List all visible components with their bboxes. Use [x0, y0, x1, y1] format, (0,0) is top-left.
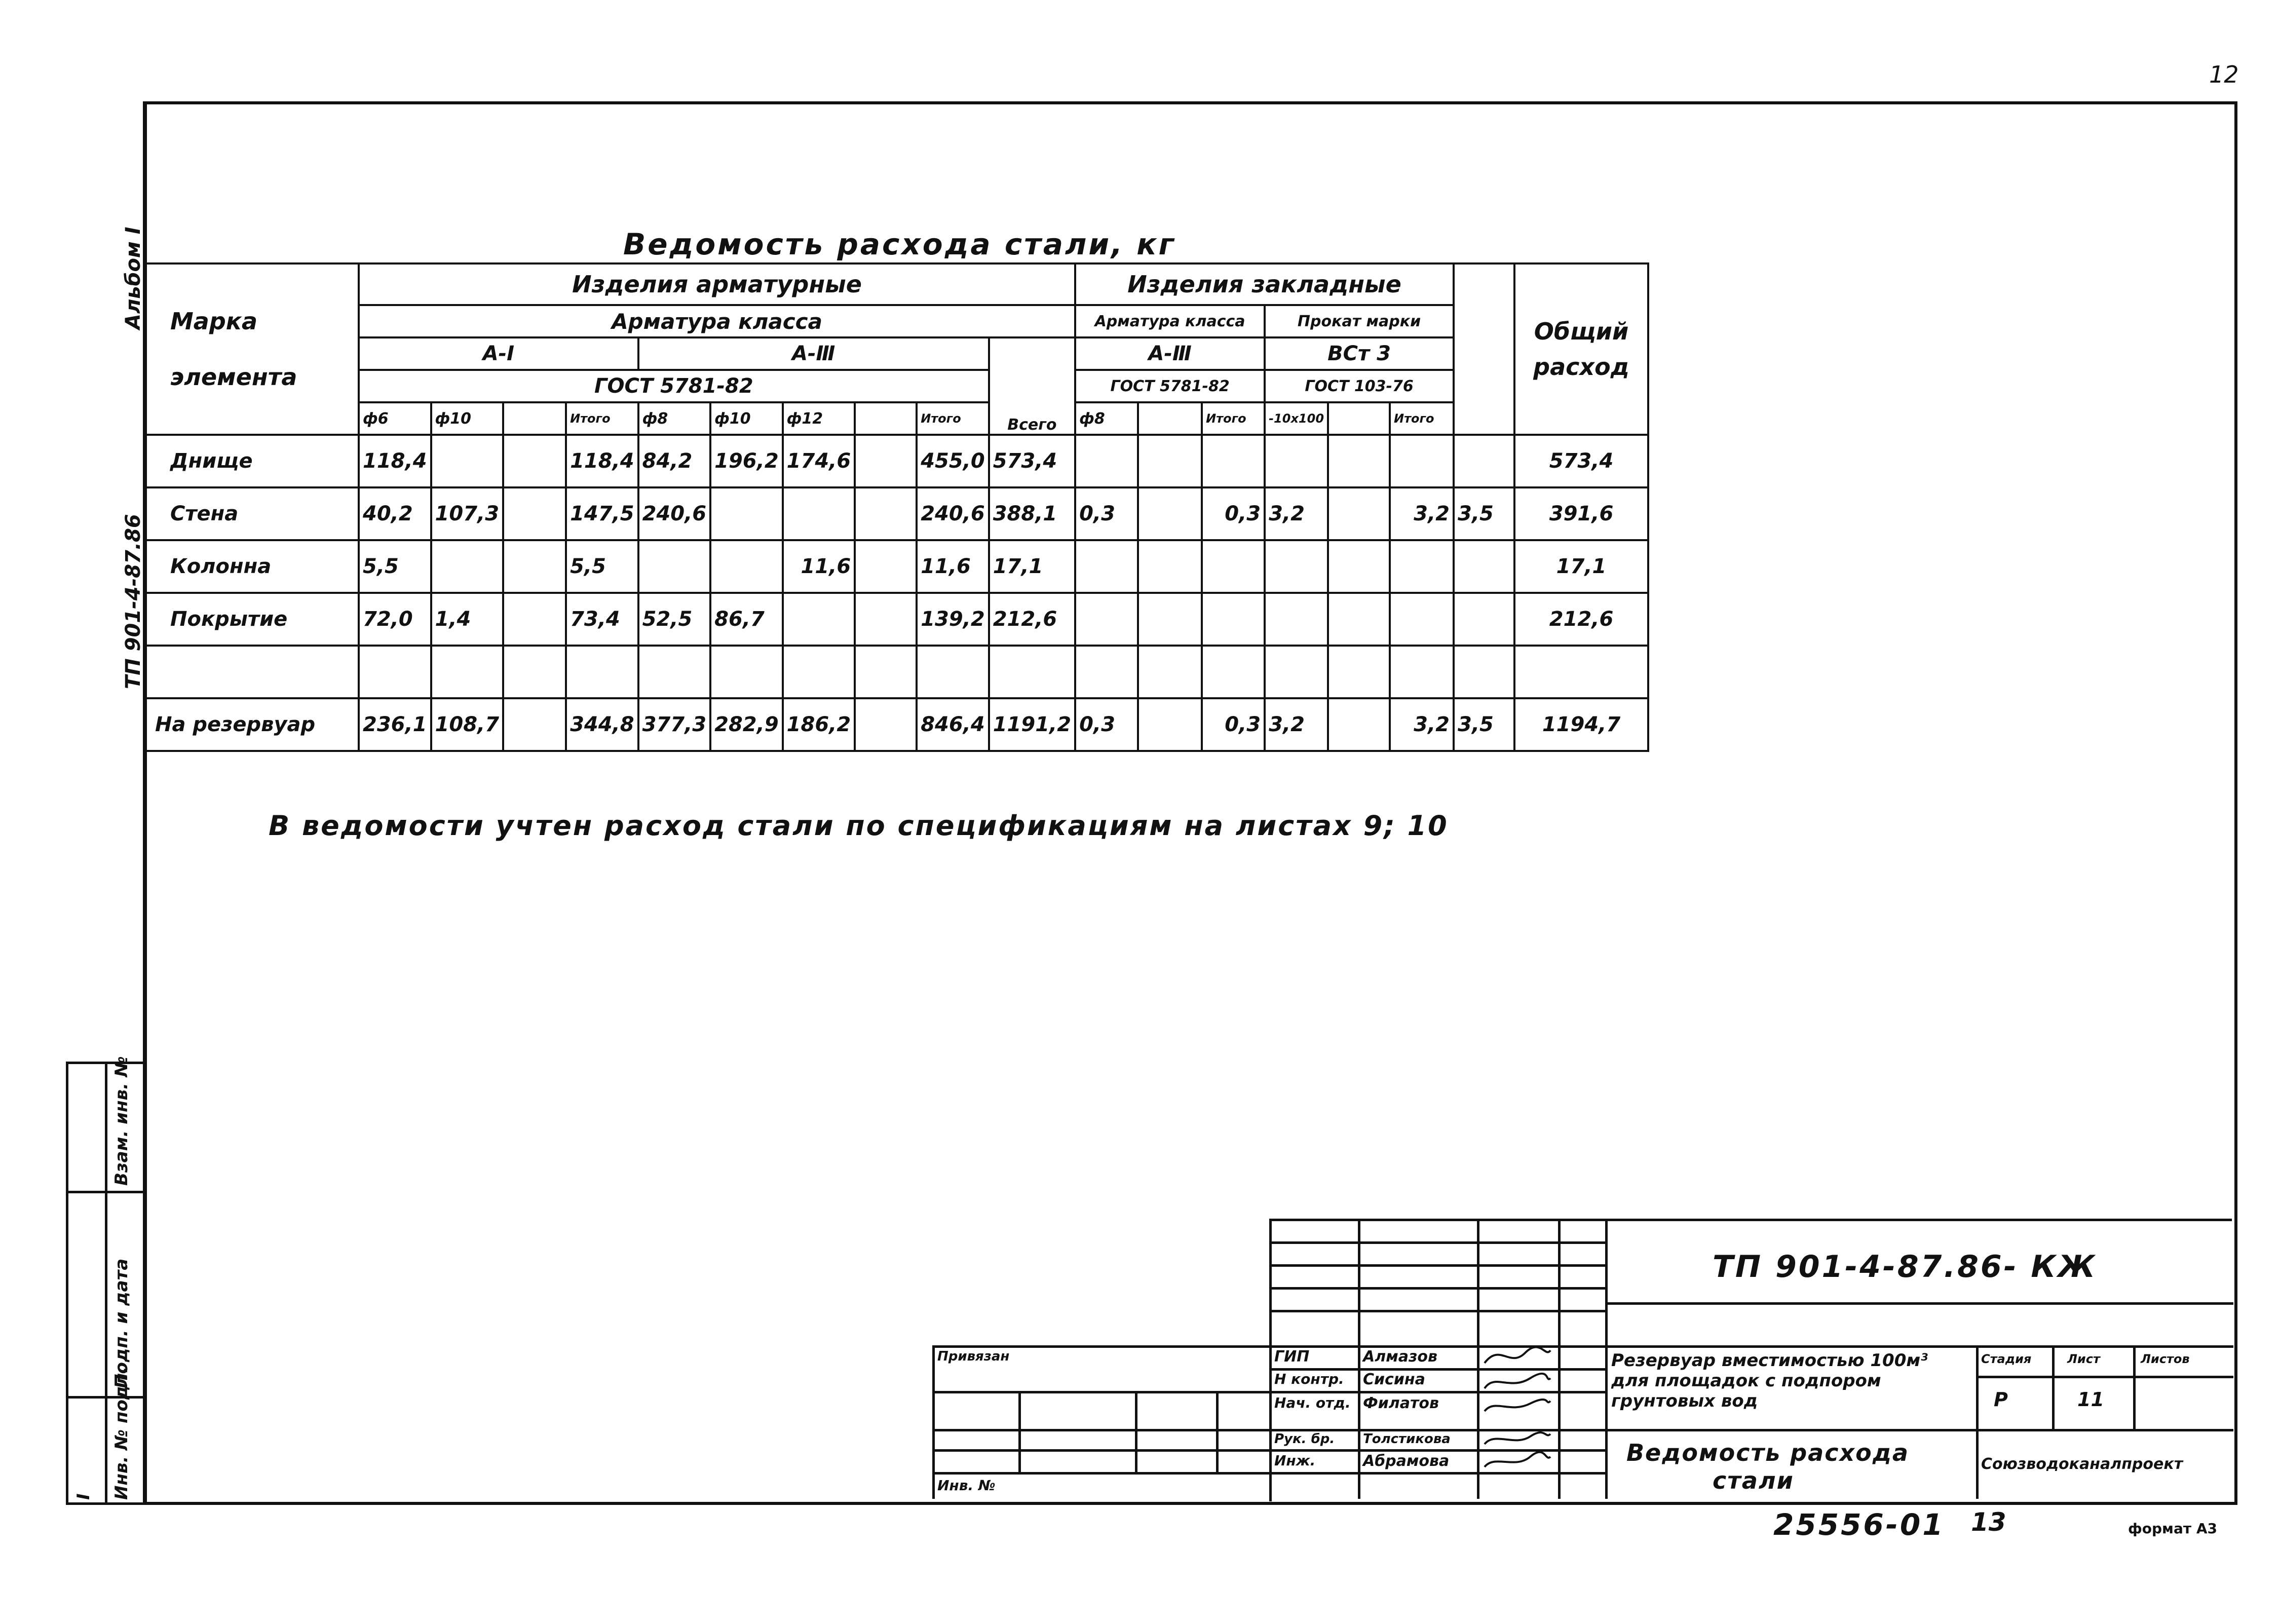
role-inzh: Инж. [1274, 1452, 1316, 1469]
sheet-title-2: стали [1713, 1467, 1794, 1494]
sheet-title-1: Ведомость расхода [1626, 1439, 1909, 1466]
cell: 196,2 [710, 435, 783, 487]
cell: 5,5 [566, 540, 638, 593]
name-nkontr: Сисина [1363, 1371, 1425, 1388]
cell: 236,1 [359, 698, 431, 751]
tb-line [1976, 1376, 2233, 1378]
row-name [144, 646, 359, 698]
format-label: формат А3 [2128, 1520, 2217, 1537]
header-reinforcement-products: Изделия арматурные [359, 263, 1075, 305]
cell [710, 646, 783, 698]
name-gip: Алмазов [1363, 1348, 1437, 1366]
tb-line [1135, 1391, 1137, 1472]
strip-cell [68, 1193, 144, 1399]
tb-line [932, 1345, 935, 1499]
object-desc-2: для площадок с подпором [1611, 1371, 1881, 1391]
tb-line [1605, 1302, 2233, 1305]
tb-line [1269, 1241, 1605, 1244]
strip-cell [68, 1064, 144, 1193]
header-general: Общий расход [1514, 263, 1648, 435]
tb-line [1605, 1345, 2233, 1348]
table-row [144, 646, 1648, 698]
cell: 86,7 [710, 593, 783, 646]
cell: 240,6 [638, 487, 711, 540]
cell [783, 487, 855, 540]
cell [1265, 540, 1328, 593]
row-name: Покрытие [144, 593, 359, 646]
cell [710, 487, 783, 540]
role-ruk: Рук. бр. [1274, 1431, 1335, 1447]
strip-label-replace: Взам. инв. № [111, 1056, 132, 1186]
cell [783, 646, 855, 698]
cell: 344,8 [566, 698, 638, 751]
cell: 0,3 [1202, 698, 1265, 751]
archive-number: 25556-01 [1773, 1507, 1945, 1542]
header-reinforcement-class: Арматура класса [359, 305, 1075, 337]
cell [1454, 593, 1514, 646]
header-emb-reinforcement-class: Арматура класса [1075, 305, 1265, 337]
row-name: Колонна [144, 540, 359, 593]
name-ruk: Толстикова [1363, 1431, 1451, 1447]
stage-value: Р [1994, 1388, 2008, 1411]
tb-line [1558, 1219, 1561, 1499]
cell [1138, 435, 1202, 487]
cell: 174,6 [783, 435, 855, 487]
header-d8: ф8 [638, 402, 711, 435]
left-approval-strip [66, 1056, 144, 1505]
header-d10b: ф10 [710, 402, 783, 435]
name-nach: Филатов [1363, 1394, 1439, 1412]
cell [1138, 540, 1202, 593]
header-mark-element: Марка элемента [144, 263, 359, 435]
header-embedded-products: Изделия закладные [1075, 263, 1454, 305]
header-itogo: Итого [566, 402, 638, 435]
cell [1138, 646, 1202, 698]
header-d6: ф6 [359, 402, 431, 435]
cell: 3,2 [1265, 698, 1328, 751]
cell: 73,4 [566, 593, 638, 646]
cell: 455,0 [917, 435, 989, 487]
table-row-total [144, 698, 1648, 751]
cell: 3,5 [1454, 698, 1514, 751]
archive-sheet: 13 [1971, 1507, 2006, 1537]
table-row [144, 487, 1648, 540]
cell [566, 646, 638, 698]
role-nkontr: Н контр. [1274, 1371, 1344, 1387]
page-number: 12 [2209, 61, 2239, 88]
table-row [144, 540, 1648, 593]
album-label: Альбом I [122, 226, 145, 329]
cell: 118,4 [566, 435, 638, 487]
cell [855, 698, 917, 751]
cell: 3,5 [1454, 487, 1514, 540]
header-rolled-grade: Прокат марки [1265, 305, 1454, 337]
header-vst3: ВСт 3 [1265, 337, 1454, 370]
header-d12: ф12 [783, 402, 855, 435]
tb-line [1216, 1391, 1219, 1472]
cell: 0,3 [1075, 487, 1138, 540]
sheet-label: Лист [2067, 1352, 2100, 1366]
cell: 212,6 [1514, 593, 1648, 646]
cell [855, 593, 917, 646]
cell: 3,2 [1265, 487, 1328, 540]
cell [1138, 487, 1202, 540]
header-gost-5781: ГОСТ 5781-82 [359, 370, 989, 402]
cell: 17,1 [1514, 540, 1648, 593]
cell [1138, 698, 1202, 751]
header-embedded-blank [1454, 263, 1514, 435]
name-inzh: Абрамова [1363, 1452, 1450, 1470]
header-strip: -10x100 [1265, 402, 1328, 435]
cell [503, 540, 566, 593]
cell [431, 646, 504, 698]
header-empty-2 [855, 402, 917, 435]
header-emb-itogo2: Итого [1390, 402, 1454, 435]
cell: 1194,7 [1514, 698, 1648, 751]
cell: 391,6 [1514, 487, 1648, 540]
header-emb-itogo: Итого [1202, 402, 1265, 435]
cell [1075, 540, 1138, 593]
cell [855, 435, 917, 487]
cell [503, 487, 566, 540]
role-gip: ГИП [1274, 1348, 1310, 1366]
tb-line [2052, 1345, 2055, 1429]
cell: 11,6 [783, 540, 855, 593]
table-row [144, 593, 1648, 646]
header-class-a3: А-Ⅲ [638, 337, 989, 370]
cell: 846,4 [917, 698, 989, 751]
cell [1328, 698, 1390, 751]
tb-line [1269, 1264, 1605, 1267]
header-emb-d8: ф8 [1075, 402, 1138, 435]
cell [1454, 435, 1514, 487]
object-desc-1: Резервуар вместимостью 100м³ [1611, 1350, 1928, 1371]
strip-label-inv: Инв. № подл. [111, 1366, 132, 1500]
cell: 573,4 [989, 435, 1075, 487]
cell: 1,4 [431, 593, 504, 646]
cell: 377,3 [638, 698, 711, 751]
cell [431, 435, 504, 487]
cell: 147,5 [566, 487, 638, 540]
cell: 240,6 [917, 487, 989, 540]
cell [1202, 646, 1265, 698]
cell [1390, 593, 1454, 646]
cell: 3,2 [1390, 487, 1454, 540]
tb-line [932, 1472, 1269, 1475]
inv-no-label: Инв. № [937, 1477, 996, 1494]
cell [638, 646, 711, 698]
cell [1265, 435, 1328, 487]
cell [1075, 646, 1138, 698]
cell [1454, 540, 1514, 593]
cell: 108,7 [431, 698, 504, 751]
cell [1202, 540, 1265, 593]
cell: 17,1 [989, 540, 1075, 593]
cell [855, 646, 917, 698]
row-name: Стена [144, 487, 359, 540]
cell: 212,6 [989, 593, 1075, 646]
cell: 52,5 [638, 593, 711, 646]
header-gost-103: ГОСТ 103-76 [1265, 370, 1454, 402]
cell [503, 435, 566, 487]
header-emb-gost-5781: ГОСТ 5781-82 [1075, 370, 1265, 402]
cell: 139,2 [917, 593, 989, 646]
header-d10: ф10 [431, 402, 504, 435]
cell: 11,6 [917, 540, 989, 593]
cell [1454, 646, 1514, 698]
tb-line [1018, 1391, 1021, 1472]
cell [503, 593, 566, 646]
cell [1328, 487, 1390, 540]
cell: 186,2 [783, 698, 855, 751]
cell [359, 646, 431, 698]
cell: 0,3 [1202, 487, 1265, 540]
cell [1328, 435, 1390, 487]
cell: 3,2 [1390, 698, 1454, 751]
header-empty-4 [1328, 402, 1390, 435]
cell: 1191,2 [989, 698, 1075, 751]
cell: 0,3 [1075, 698, 1138, 751]
object-desc-3: грунтовых вод [1611, 1391, 1758, 1411]
cell: 107,3 [431, 487, 504, 540]
tb-line [1358, 1219, 1360, 1499]
cell: 282,9 [710, 698, 783, 751]
cell [917, 646, 989, 698]
steel-consumption-table [143, 262, 1649, 752]
row-name: Днище [144, 435, 359, 487]
tb-line [1605, 1429, 2233, 1431]
header-itogo2: Итого [917, 402, 989, 435]
row-name: На резервуар [144, 698, 359, 751]
cell: 118,4 [359, 435, 431, 487]
cell: 573,4 [1514, 435, 1648, 487]
strip-roman: I [73, 1493, 94, 1500]
cell [989, 646, 1075, 698]
cell [1265, 646, 1328, 698]
privyazan-label: Привязан [937, 1349, 1010, 1364]
role-nach: Нач. отд. [1274, 1394, 1351, 1411]
cell [1075, 435, 1138, 487]
table-title: Ведомость расхода стали, кг [623, 227, 1176, 261]
header-class-a1: А-I [359, 337, 638, 370]
strip-label-sign: Подп. и дата [111, 1258, 132, 1388]
sheet-value: 11 [2077, 1388, 2104, 1411]
cell [710, 540, 783, 593]
tb-line [2133, 1345, 2136, 1429]
tb-line [1605, 1219, 1608, 1499]
tb-line [1269, 1310, 1605, 1312]
cell [1138, 593, 1202, 646]
cell: 388,1 [989, 487, 1075, 540]
cell [1202, 435, 1265, 487]
cell [1328, 646, 1390, 698]
cell [1075, 593, 1138, 646]
organization: Союзводоканалпроект [1981, 1455, 2183, 1473]
cell [431, 540, 504, 593]
table-note: В ведомости учтен расход стали по спецификациям на листах 9; 10 [269, 810, 1449, 842]
header-total: Всего [989, 337, 1075, 435]
cell [1328, 593, 1390, 646]
cell: 40,2 [359, 487, 431, 540]
stage-label: Стадия [1981, 1352, 2032, 1366]
cell [1390, 540, 1454, 593]
cell [1390, 435, 1454, 487]
cell: 72,0 [359, 593, 431, 646]
tb-line [1269, 1287, 1605, 1290]
cell [1328, 540, 1390, 593]
cell [855, 540, 917, 593]
header-empty-3 [1138, 402, 1202, 435]
cell [1202, 593, 1265, 646]
cell [503, 646, 566, 698]
cell [1514, 646, 1648, 698]
cell [503, 698, 566, 751]
sheets-label: Листов [2141, 1352, 2190, 1366]
cell [638, 540, 711, 593]
cell [1390, 646, 1454, 698]
header-emb-class-a3: А-Ⅲ [1075, 337, 1265, 370]
project-code-side: ТП 901-4-87.86 [122, 514, 145, 689]
cell: 5,5 [359, 540, 431, 593]
tb-line [1976, 1345, 1979, 1499]
doc-code: ТП 901-4-87.86- КЖ [1713, 1249, 2097, 1285]
cell [855, 487, 917, 540]
cell: 84,2 [638, 435, 711, 487]
cell [783, 593, 855, 646]
signatures [1479, 1343, 1555, 1475]
header-empty-1 [503, 402, 566, 435]
cell [1265, 593, 1328, 646]
table-row [144, 435, 1648, 487]
